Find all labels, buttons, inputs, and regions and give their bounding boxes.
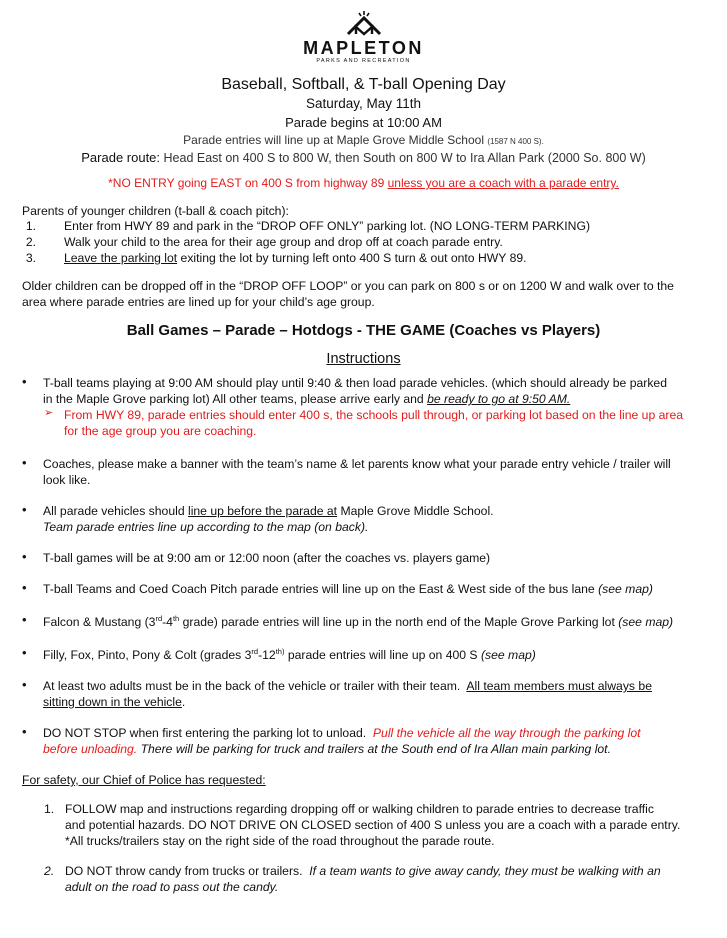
instruction-text: in the Maple Grove parking lot) All other teams, please arrive early and [43,392,428,406]
instruction-line [43,726,641,740]
instruction-text: Falcon & Mustang (3 [43,615,156,630]
step-underlined: Leave the parking lot [64,251,178,265]
bullet-icon: • [22,374,27,389]
instruction-text: parade entries will line up on 400 S [284,648,481,663]
route-label: Parade route: [81,150,161,165]
older-children-line: Older children can be dropped off in the “DROP OFF LOOP” or you can park on 800 s or on 1200 W and walk over to the [22,279,674,293]
instruction-text: At least two adults must be in the back of the vehicle or trailer with their team. [43,679,467,693]
event-date: Saturday, May 11th [305,96,422,111]
logo-tagline: PARKS AND RECREATION [316,58,411,64]
lineup-address: (1587 N 400 S). [487,137,544,146]
bullet-icon: • [22,580,27,595]
instruction-sub-line: for the age group you are coaching. [64,424,257,438]
step-number: 2. [25,235,36,249]
see-map-note: (see map) [480,648,536,663]
instruction-red: before unloading. [43,742,138,756]
older-children-line: area where parade entries are lined up for your child’s age group. [22,295,375,309]
bullet-icon: • [22,724,27,739]
superscript: th [172,614,180,623]
lineup-location [0,133,727,147]
instruction-text: T-ball Teams and Coed Coach Pitch parade entries will line up on the East & West side of the bus lane [43,582,599,596]
superscript: rd [251,647,259,656]
instruction-underlined: All team members must always be [466,679,652,693]
instruction-underlined: line up before the parade at [187,504,338,518]
safety-item-line: adult on the road to pass out the candy. [65,880,279,894]
safety-item-line: FOLLOW map and instructions regarding dropping off or walking children to parade entries to decrease traffic [65,802,654,816]
parents-heading: Parents of younger children (t-ball & coach pitch): [22,204,289,218]
instruction-line [43,582,653,596]
instruction-text: All parade vehicles should [43,504,188,518]
warning-underlined: unless you are a coach with a parade entry. [387,176,619,190]
instruction-line [43,614,673,629]
instruction-line [43,742,611,756]
instruction-emphasis: be ready to go at 9:50 AM. [427,392,571,406]
see-map-note: (see map) [598,582,653,596]
instruction-line [43,392,570,406]
step-number: 3. [25,251,36,265]
instruction-line: look like. [43,473,91,487]
parents-step [25,219,591,233]
step-text: Enter from HWY 89 and park in the “DROP OFF ONLY” parking lot. (NO LONG-TERM PARKING) [64,219,591,233]
lineup-text: Parade entries will line up at Maple Grove Middle School [183,133,484,147]
instruction-line [43,647,536,662]
safety-item-line: *All trucks/trailers stay on the right side of the road throughout the parade route. [65,834,495,848]
safety-heading: For safety, our Chief of Police has requested: [22,773,266,787]
arrow-bullet-icon: ➢ [44,407,54,419]
logo-name: MAPLETON [303,38,424,58]
page-title: Baseball, Softball, & T-ball Opening Day [221,76,506,93]
step-number: 1. [25,219,36,233]
instruction-text: Maple Grove Middle School. [337,504,494,518]
instruction-line [43,695,185,709]
warning-text: *NO ENTRY going EAST on 400 S from highway 89 [108,176,385,190]
instruction-text: . [181,695,186,709]
route-text: Head East on 400 S to 800 W, then South on 800 W to Ira Allan Park (2000 So. 800 W) [163,151,646,165]
safety-item-line: and potential hazards. DO NOT DRIVE ON CLOSED section of 400 S unless you are a coach with a parade entry. [65,818,681,832]
instruction-line: T-ball teams playing at 9:00 AM should play until 9:40 & then load parade vehicles. (which should already be parked [43,376,667,390]
see-map-note: (see map) [618,615,674,630]
safety-item-number: 1. [44,802,55,816]
parents-step [25,251,527,265]
mountain-logo-icon [345,10,383,36]
parents-step [25,235,503,249]
step-text: Walk your child to the area for their age group and drop off at coach parade entry. [64,235,503,249]
bullet-icon: • [22,677,27,692]
instruction-italic: There will be parking for truck and trailers at the South end of Ira Allan main parking lot. [137,742,611,756]
instruction-text: Filly, Fox, Pinto, Pony & Colt (grades 3 [43,648,252,663]
safety-text: DO NOT throw candy from trucks or trailers. [65,864,310,878]
instruction-line: Coaches, please make a banner with the team’s name & let parents know what your parade entry vehicle / trailer will [43,457,671,471]
instruction-red: Pull the vehicle all the way through the parking lot [372,726,641,740]
safety-item-line [65,864,661,878]
instruction-text: -4 [162,615,173,630]
instruction-text: -12 [258,648,276,663]
safety-italic: If a team wants to give away candy, they must be walking with an [309,864,661,878]
instruction-line [43,679,652,693]
instruction-underlined: sitting down in the vehicle [43,695,182,709]
instruction-text: DO NOT STOP when first entering the parking lot to unload. [43,726,373,740]
bullet-icon: • [22,645,27,660]
instruction-text: grade) parade entries will line up in the north end of the Maple Grove Parking lot [179,615,619,630]
section-title: Ball Games – Parade – Hotdogs - THE GAME (Coaches vs Players) [126,322,601,339]
instruction-sub-line: Team parade entries line up according to the map (on back). [43,520,369,534]
instruction-sub-line: From HWY 89, parade entries should enter 400 s, the schools pull through, or parking lot based on the line up area [64,408,683,422]
instruction-line [43,504,494,518]
bullet-icon: • [22,502,27,517]
instruction-line: T-ball games will be at 9:00 am or 12:00 noon (after the coaches vs. players game) [43,551,491,565]
parade-route [0,150,727,165]
safety-item-number: 2. [44,864,55,878]
parade-time: Parade begins at 10:00 AM [285,115,442,130]
bullet-icon: • [22,455,27,470]
superscript: th) [275,647,285,656]
superscript: rd [155,614,163,623]
step-text: exiting the lot by turning left onto 400 S turn & out onto HWY 89. [177,251,527,265]
bullet-icon: • [22,549,27,564]
instructions-title: Instructions [326,351,401,367]
logo [0,10,727,64]
bullet-icon: • [22,612,27,627]
no-entry-warning [0,176,727,190]
